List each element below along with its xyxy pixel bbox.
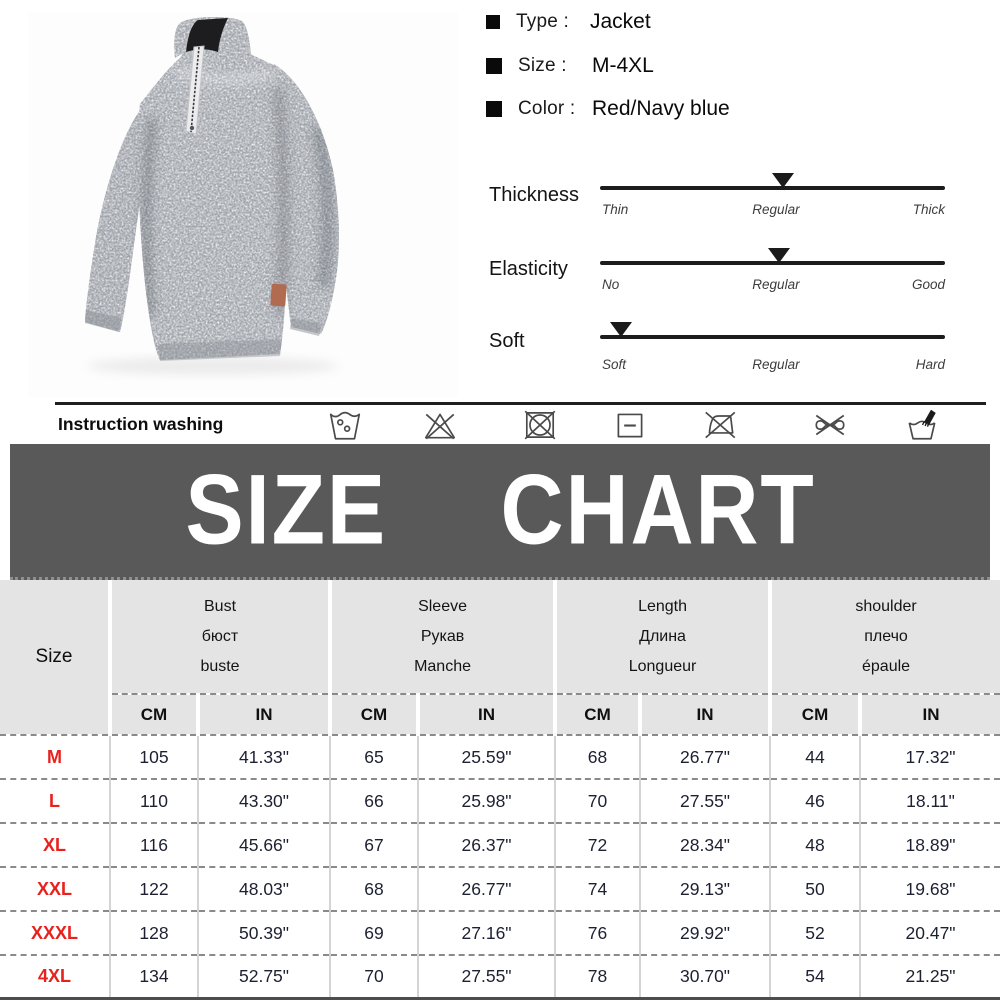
measurement-value: 70 [555, 779, 640, 823]
zipper-pull [190, 126, 194, 130]
measurement-value: 65 [330, 735, 418, 779]
table-row [0, 867, 1000, 911]
bullet-square-icon [486, 58, 502, 74]
measurement-value: 20.47" [860, 911, 1000, 955]
header-ru: бюст [201, 627, 239, 645]
unit-header-in: IN [640, 694, 770, 735]
size-value: M-4XL [592, 54, 654, 77]
measurement-value: 116 [110, 823, 198, 867]
measurement-value: 134 [110, 955, 198, 999]
header-ru: плечо [864, 627, 908, 645]
measurement-value: 29.13" [640, 867, 770, 911]
measurement-value: 68 [330, 867, 418, 911]
machine-wash-icon [326, 406, 364, 444]
header-fr: épaule [862, 657, 911, 675]
unit-header-in: IN [860, 694, 1000, 735]
dry-flat-icon [611, 406, 649, 444]
bullet-square-icon [486, 15, 500, 29]
scale-track-soft [600, 321, 945, 379]
measurement-value: 46 [770, 779, 860, 823]
scale-tick-label: No [602, 277, 620, 292]
measurement-value: 52.75" [198, 955, 330, 999]
measurement-value: 50 [770, 867, 860, 911]
sweater-illustration [28, 12, 458, 397]
scale-track-thickness [600, 172, 945, 230]
table-row [0, 911, 1000, 955]
scale-name-elasticity: Elasticity [489, 258, 568, 280]
measurement-value: 21.25" [860, 955, 1000, 999]
measurement-value: 48.03" [198, 867, 330, 911]
chest-label [270, 284, 286, 307]
size-chart-title: SIZE CHART [184, 454, 816, 566]
table-row [0, 823, 1000, 867]
product-photo [28, 12, 458, 397]
unit-header-cm: CM [555, 694, 640, 735]
sleeve-column-header [330, 580, 555, 694]
measurement-value: 17.32" [860, 735, 1000, 779]
scale-tick-label: Regular [752, 357, 800, 372]
size-label: Size : [518, 55, 567, 76]
measurement-value: 27.16" [418, 911, 555, 955]
header-fr: buste [200, 657, 240, 675]
scale-tick-label: Thin [602, 202, 629, 217]
measurement-value: 28.34" [640, 823, 770, 867]
header-en: Length [638, 597, 687, 615]
size-chart-banner [10, 444, 990, 580]
hand-wash-icon [903, 406, 941, 444]
measurement-value: 54 [770, 955, 860, 999]
measurement-value: 66 [330, 779, 418, 823]
size-label: M [0, 735, 110, 779]
unit-header-cm: CM [770, 694, 860, 735]
measurement-value: 52 [770, 911, 860, 955]
do-not-iron-icon [701, 406, 739, 444]
measurement-value: 122 [110, 867, 198, 911]
size-label: XXXL [0, 911, 110, 955]
measurement-value: 69 [330, 911, 418, 955]
size-chart-table [0, 580, 1000, 1000]
scale-tick-label: Regular [752, 277, 800, 292]
measurement-value: 27.55" [418, 955, 555, 999]
scale-marker-icon [772, 173, 794, 188]
header-fr: Longueur [628, 657, 697, 675]
measurement-value: 76 [555, 911, 640, 955]
bust-column-header [110, 580, 330, 694]
info-item-color [486, 97, 730, 121]
measurement-value: 26.37" [418, 823, 555, 867]
table-row [0, 955, 1000, 999]
do-not-wring-icon [811, 406, 849, 444]
scale-tick-label: Soft [602, 357, 627, 372]
length-column-header [555, 580, 770, 694]
type-label: Type : [516, 11, 569, 32]
header-ru: Длина [639, 627, 686, 645]
table-row [0, 779, 1000, 823]
scale-tick-label: Regular [752, 202, 800, 217]
unit-header-in: IN [418, 694, 555, 735]
measurement-value: 25.98" [418, 779, 555, 823]
do-not-tumble-dry-icon [521, 406, 559, 444]
table-row [0, 735, 1000, 779]
washing-instructions-label: Instruction washing [58, 414, 224, 434]
scale-marker-icon [610, 322, 632, 337]
size-label: XXL [0, 867, 110, 911]
measurement-value: 70 [330, 955, 418, 999]
shoulder-column-header [770, 580, 1000, 694]
measurement-value: 74 [555, 867, 640, 911]
header-ru: Рукав [420, 627, 465, 645]
scale-name-soft: Soft [489, 330, 525, 352]
do-not-bleach-icon [421, 406, 459, 444]
size-label: 4XL [0, 955, 110, 999]
type-value: Jacket [590, 10, 651, 33]
measurement-value: 128 [110, 911, 198, 955]
measurement-value: 18.89" [860, 823, 1000, 867]
size-column-header: Size [0, 580, 110, 735]
info-item-size [486, 54, 654, 78]
measurement-value: 29.92" [640, 911, 770, 955]
table-header-row [0, 580, 1000, 694]
measurement-value: 26.77" [418, 867, 555, 911]
unit-header-cm: CM [110, 694, 198, 735]
header-en: shoulder [855, 597, 917, 615]
measurement-value: 48 [770, 823, 860, 867]
scale-tick-label: Hard [915, 357, 945, 372]
measurement-value: 44 [770, 735, 860, 779]
measurement-value: 68 [555, 735, 640, 779]
measurement-value: 25.59" [418, 735, 555, 779]
measurement-value: 27.55" [640, 779, 770, 823]
section-divider [55, 402, 986, 405]
scale-name-thickness: Thickness [489, 184, 580, 206]
header-en: Bust [204, 597, 237, 615]
info-item-type [486, 10, 651, 34]
measurement-value: 30.70" [640, 955, 770, 999]
measurement-value: 110 [110, 779, 198, 823]
table-unit-row [0, 694, 1000, 735]
measurement-value: 105 [110, 735, 198, 779]
measurement-value: 78 [555, 955, 640, 999]
scale-marker-icon [768, 248, 790, 263]
unit-header-in: IN [198, 694, 330, 735]
color-value: Red/Navy blue [592, 97, 730, 120]
bullet-square-icon [486, 101, 502, 117]
header-en: Sleeve [418, 597, 467, 615]
measurement-value: 50.39" [198, 911, 330, 955]
measurement-value: 72 [555, 823, 640, 867]
color-label: Color : [518, 98, 576, 119]
size-label: L [0, 779, 110, 823]
scale-line [600, 335, 945, 339]
scale-track-elasticity [600, 247, 945, 305]
header-fr: Manche [414, 657, 471, 675]
unit-header-cm: CM [330, 694, 418, 735]
measurement-value: 26.77" [640, 735, 770, 779]
measurement-value: 18.11" [860, 779, 1000, 823]
measurement-value: 67 [330, 823, 418, 867]
measurement-value: 41.33" [198, 735, 330, 779]
scale-tick-label: Thick [912, 202, 945, 217]
size-label: XL [0, 823, 110, 867]
measurement-value: 43.30" [198, 779, 330, 823]
measurement-value: 19.68" [860, 867, 1000, 911]
measurement-value: 45.66" [198, 823, 330, 867]
scale-tick-label: Good [911, 277, 945, 292]
